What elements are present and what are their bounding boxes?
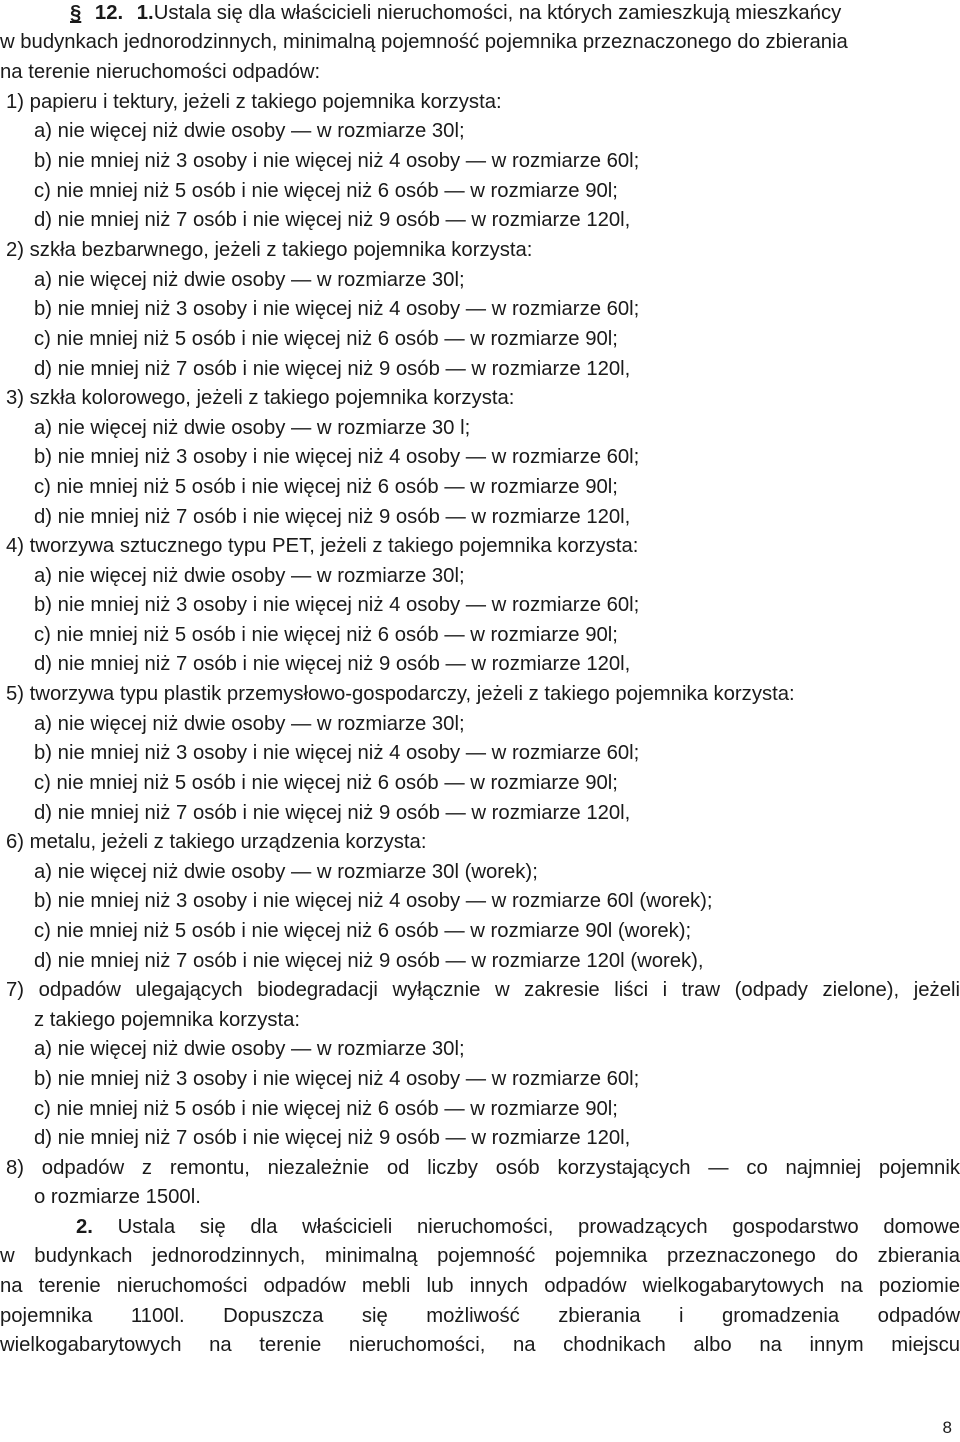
item-2-head: 2) szkła bezbarwnego, jeżeli z takiego pojemnika korzysta: [6,239,533,261]
item-4-a: a) nie więcej niż dwie osoby — w rozmiarze 30l; [34,565,465,587]
item-5-a: a) nie więcej niż dwie osoby — w rozmiarze 30l; [34,713,465,735]
item-3-b: b) nie mniej niż 3 osoby i nie więcej niż 4 osoby — w rozmiarze 60l; [34,446,640,468]
item-6-a: a) nie więcej niż dwie osoby — w rozmiarze 30l (worek); [34,861,538,883]
item-8-head-cont: o rozmiarze 1500l. [34,1186,201,1208]
point-2-line-2: w budynkach jednorodzinnych, minimalną pojemność pojemnika przeznaczonego do zbierania [0,1245,960,1267]
item-5-d: d) nie mniej niż 7 osób i nie więcej niż 9 osób — w rozmiarze 120l, [34,802,631,824]
intro-line-2: w budynkach jednorodzinnych, minimalną pojemność pojemnika przeznaczonego do zbierania [0,31,848,53]
item-3-head: 3) szkła kolorowego, jeżeli z takiego pojemnika korzysta: [6,387,515,409]
item-4-head: 4) tworzywa sztucznego typu PET, jeżeli z takiego pojemnika korzysta: [6,535,639,557]
item-6-d: d) nie mniej niż 7 osób i nie więcej niż 9 osób — w rozmiarze 120l (worek), [34,950,704,972]
item-1-head: 1) papieru i tektury, jeżeli z takiego pojemnika korzysta: [6,91,502,113]
section-heading-line [70,0,841,29]
item-1-b: b) nie mniej niż 3 osoby i nie więcej niż 4 osoby — w rozmiarze 60l; [34,150,640,172]
point-2-line-4: pojemnika 1100l. Dopuszcza się możliwość zbierania i gromadzenia odpadów [0,1305,960,1327]
point-number: 1. [136,2,154,24]
item-7-head: 7) odpadów ulegających biodegradacji wyłącznie w zakresie liści i traw (odpady zielone), jeżeli [6,979,960,1001]
item-7-b: b) nie mniej niż 3 osoby i nie więcej niż 4 osoby — w rozmiarze 60l; [34,1068,640,1090]
section-mark: § [70,2,82,24]
item-4-b: b) nie mniej niż 3 osoby i nie więcej niż 4 osoby — w rozmiarze 60l; [34,594,640,616]
page-number: 8 [942,1418,952,1437]
point-2-line-5: wielkogabarytowych na terenie nieruchomości, na chodnikach albo na innym miejscu [0,1334,960,1356]
item-2-b: b) nie mniej niż 3 osoby i nie więcej niż 4 osoby — w rozmiarze 60l; [34,298,640,320]
item-3-d: d) nie mniej niż 7 osób i nie więcej niż 9 osób — w rozmiarze 120l, [34,506,631,528]
item-3-a: a) nie więcej niż dwie osoby — w rozmiarze 30 l; [34,417,471,439]
item-1-a: a) nie więcej niż dwie osoby — w rozmiarze 30l; [34,120,465,142]
item-5-head: 5) tworzywa typu plastik przemysłowo-gospodarczy, jeżeli z takiego pojemnika korzysta: [6,683,795,705]
item-7-c: c) nie mniej niż 5 osób i nie więcej niż 6 osób — w rozmiarze 90l; [34,1098,618,1120]
intro-line-1: Ustala się dla właścicieli nieruchomości, na których zamieszkują mieszkańcy [153,2,842,24]
item-7-a: a) nie więcej niż dwie osoby — w rozmiarze 30l; [34,1038,465,1060]
item-5-b: b) nie mniej niż 3 osoby i nie więcej niż 4 osoby — w rozmiarze 60l; [34,742,640,764]
item-4-d: d) nie mniej niż 7 osób i nie więcej niż 9 osób — w rozmiarze 120l, [34,653,631,675]
item-3-c: c) nie mniej niż 5 osób i nie więcej niż 6 osób — w rozmiarze 90l; [34,476,618,498]
item-5-c: c) nie mniej niż 5 osób i nie więcej niż 6 osób — w rozmiarze 90l; [34,772,618,794]
point-2-number: 2. [76,1216,93,1238]
item-2-c: c) nie mniej niż 5 osób i nie więcej niż 6 osób — w rozmiarze 90l; [34,328,618,350]
point-2-text: Ustala się dla właścicieli nieruchomości, prowadzących gospodarstwo domowe [117,1216,960,1238]
item-6-head: 6) metalu, jeżeli z takiego urządzenia korzysta: [6,831,427,853]
item-7-head-cont: z takiego pojemnika korzysta: [34,1009,301,1031]
item-6-c: c) nie mniej niż 5 osób i nie więcej niż 6 osób — w rozmiarze 90l (worek); [34,920,692,942]
intro-line-3: na terenie nieruchomości odpadów: [0,61,321,83]
item-1-c: c) nie mniej niż 5 osób i nie więcej niż 6 osób — w rozmiarze 90l; [34,180,618,202]
item-1-d: d) nie mniej niż 7 osób i nie więcej niż 9 osób — w rozmiarze 120l, [34,209,631,231]
point-2-line-3: na terenie nieruchomości odpadów mebli lub innych odpadów wielkogabarytowych na poziomie [0,1275,960,1297]
item-7-d: d) nie mniej niż 7 osób i nie więcej niż 9 osób — w rozmiarze 120l, [34,1127,631,1149]
item-4-c: c) nie mniej niż 5 osób i nie więcej niż 6 osób — w rozmiarze 90l; [34,624,618,646]
item-6-b: b) nie mniej niż 3 osoby i nie więcej niż 4 osoby — w rozmiarze 60l (worek); [34,890,713,912]
point-2-line-1 [76,1213,960,1243]
item-2-d: d) nie mniej niż 7 osób i nie więcej niż 9 osób — w rozmiarze 120l, [34,358,631,380]
item-8-head: 8) odpadów z remontu, niezależnie od liczby osób korzystających — co najmniej pojemnik [6,1157,960,1179]
section-number: 12. [94,2,124,24]
item-2-a: a) nie więcej niż dwie osoby — w rozmiarze 30l; [34,269,465,291]
